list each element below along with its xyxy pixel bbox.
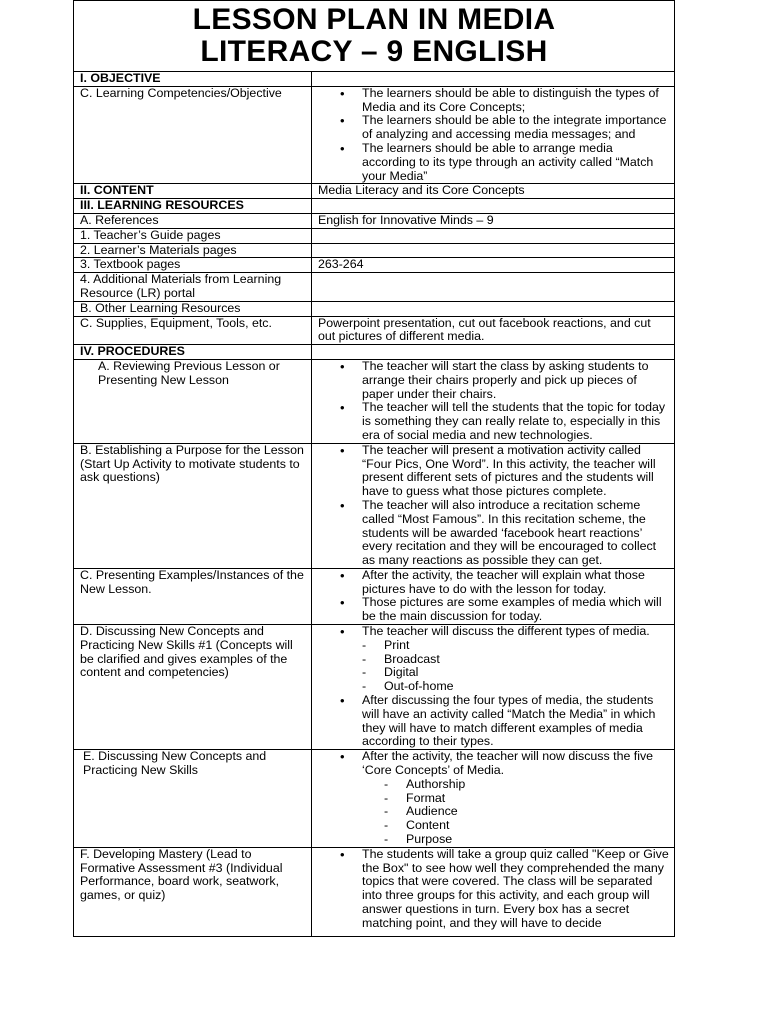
table-row xyxy=(74,258,675,273)
list-item: • The teacher will present a motivation activity called “Four Pics, One Word”. In this activity, the teacher will present different sets of pictures and the students will have to guess what those pictures complete. xyxy=(362,444,669,499)
procedure-f-clip xyxy=(318,848,669,936)
list-item xyxy=(362,625,669,694)
table-row xyxy=(74,359,675,443)
list-item-text: After the activity, the teacher will now discuss the five ‘Core Concepts’ of Media. xyxy=(362,749,654,778)
media-type-item: - Digital xyxy=(384,666,669,680)
list-item: • The students will take a group quiz called "Keep or Give the Box" to see how well they comprehended the many topics that were covered. The class will be separated into three groups for this activity, and each group will answer questions in turn. Every box has a secret matching point, and they will have to decide xyxy=(362,848,669,931)
table-row xyxy=(74,243,675,258)
empty-cell xyxy=(312,72,675,87)
row-label: C. Learning Competencies/Objective xyxy=(74,86,312,184)
table-row xyxy=(74,301,675,316)
table-row xyxy=(74,86,675,184)
row-content xyxy=(312,847,675,936)
row-label xyxy=(74,750,312,848)
row-content: Powerpoint presentation, cut out facebook reactions, and cut out pictures of different media. xyxy=(312,316,675,345)
list-item xyxy=(362,750,669,847)
procedure-e-label: E. Discussing New Concepts and Practicing New Skills xyxy=(83,749,267,778)
title-line-1: LESSON PLAN IN MEDIA xyxy=(192,3,556,36)
procedure-d-list xyxy=(318,625,669,749)
core-concept-item: - Format xyxy=(406,792,669,806)
table-row xyxy=(74,847,675,936)
section-heading: IV. PROCEDURES xyxy=(74,345,312,360)
objective-list xyxy=(318,87,669,184)
list-item: • The teacher will also introduce a recitation scheme called “Most Famous”. In this recitation scheme, the students will be awarded ‘facebook heart reactions’ every recitation and they will be encouraged to collect as many reactions as possible they can get. xyxy=(362,499,669,568)
list-item-text: The teacher will discuss the different types of media. xyxy=(362,624,650,639)
empty-cell xyxy=(312,345,675,360)
lesson-plan-table xyxy=(73,71,675,937)
procedure-a-list xyxy=(318,360,669,443)
list-item: • After discussing the four types of media, the students will have an activity called “Match the Media” in which they will have to match different examples of media according to their types. xyxy=(362,694,669,749)
table-row xyxy=(74,213,675,228)
row-label: 2. Learner’s Materials pages xyxy=(74,243,312,258)
row-label: C. Supplies, Equipment, Tools, etc. xyxy=(74,316,312,345)
row-content xyxy=(312,625,675,750)
table-row xyxy=(74,316,675,345)
core-concepts-list xyxy=(362,778,669,847)
procedure-e-list xyxy=(318,750,669,847)
table-row xyxy=(74,273,675,302)
procedure-a-label: A. Reviewing Previous Lesson or Presenting New Lesson xyxy=(98,358,280,387)
list-item: • After the activity, the teacher will explain what those pictures have to do with the lesson for today. xyxy=(362,569,669,597)
media-type-item: - Print xyxy=(384,639,669,653)
section-row-procedures xyxy=(74,345,675,360)
row-label: F. Developing Mastery (Lead to Formative Assessment #3 (Individual Performance, board work, seatwork, games, or quiz) xyxy=(74,847,312,936)
list-item: • The learners should be able to arrange media according to its type through an activity called “Match your Media” xyxy=(362,142,669,183)
media-type-item: - Out-of-home xyxy=(384,680,669,694)
section-row-resources xyxy=(74,199,675,214)
section-row-content xyxy=(74,184,675,199)
media-type-item: - Broadcast xyxy=(384,653,669,667)
row-content xyxy=(312,301,675,316)
row-content: 263-264 xyxy=(312,258,675,273)
row-content xyxy=(312,750,675,848)
section-row-objective xyxy=(74,72,675,87)
procedure-b-list xyxy=(318,444,669,568)
row-content xyxy=(312,273,675,302)
row-content xyxy=(312,568,675,624)
list-item: • The learners should be able to the integrate importance of analyzing and accessing media messages; and xyxy=(362,114,669,142)
core-concept-item: - Content xyxy=(406,819,669,833)
row-content xyxy=(312,228,675,243)
row-label xyxy=(74,359,312,443)
list-item: • The learners should be able to distinguish the types of Media and its Core Concepts; xyxy=(362,87,669,115)
core-concept-item: - Purpose xyxy=(406,833,669,847)
title-line-2: LITERACY – 9 ENGLISH xyxy=(200,35,548,68)
row-label: 1. Teacher’s Guide pages xyxy=(74,228,312,243)
row-content xyxy=(312,443,675,568)
row-content xyxy=(312,86,675,184)
table-row xyxy=(74,568,675,624)
list-item: • The teacher will tell the students that the topic for today is something they can really relate to, especially in this era of social media and new technologies. xyxy=(362,401,669,442)
row-label: D. Discussing New Concepts and Practicing New Skills #1 (Concepts will be clarified and gives examples of the content and competencies) xyxy=(74,625,312,750)
row-label: 4. Additional Materials from Learning Resource (LR) portal xyxy=(74,273,312,302)
row-content: English for Innovative Minds – 9 xyxy=(312,213,675,228)
section-heading: I. OBJECTIVE xyxy=(74,72,312,87)
row-content xyxy=(312,243,675,258)
list-item: • Those pictures are some examples of media which will be the main discussion for today. xyxy=(362,596,669,624)
section-heading: II. CONTENT xyxy=(74,184,312,199)
table-row xyxy=(74,750,675,848)
core-concept-item: - Audience xyxy=(406,805,669,819)
empty-cell xyxy=(312,199,675,214)
table-row xyxy=(74,443,675,568)
procedure-c-list xyxy=(318,569,669,624)
row-label: B. Establishing a Purpose for the Lesson (Start Up Activity to motivate students to ask questions) xyxy=(74,443,312,568)
row-label: 3. Textbook pages xyxy=(74,258,312,273)
document-title xyxy=(73,0,675,71)
table-row xyxy=(74,625,675,750)
row-label: B. Other Learning Resources xyxy=(74,301,312,316)
row-label: A. References xyxy=(74,213,312,228)
media-types-list xyxy=(362,639,669,694)
row-content: Media Literacy and its Core Concepts xyxy=(312,184,675,199)
procedure-f-list xyxy=(318,848,669,931)
lesson-plan-page xyxy=(73,0,675,937)
list-item: • The teacher will start the class by asking students to arrange their chairs properly and pick up pieces of paper under their chairs. xyxy=(362,360,669,401)
row-content xyxy=(312,359,675,443)
row-label: C. Presenting Examples/Instances of the New Lesson. xyxy=(74,568,312,624)
table-row xyxy=(74,228,675,243)
section-heading: III. LEARNING RESOURCES xyxy=(74,199,312,214)
core-concept-item: - Authorship xyxy=(406,778,669,792)
